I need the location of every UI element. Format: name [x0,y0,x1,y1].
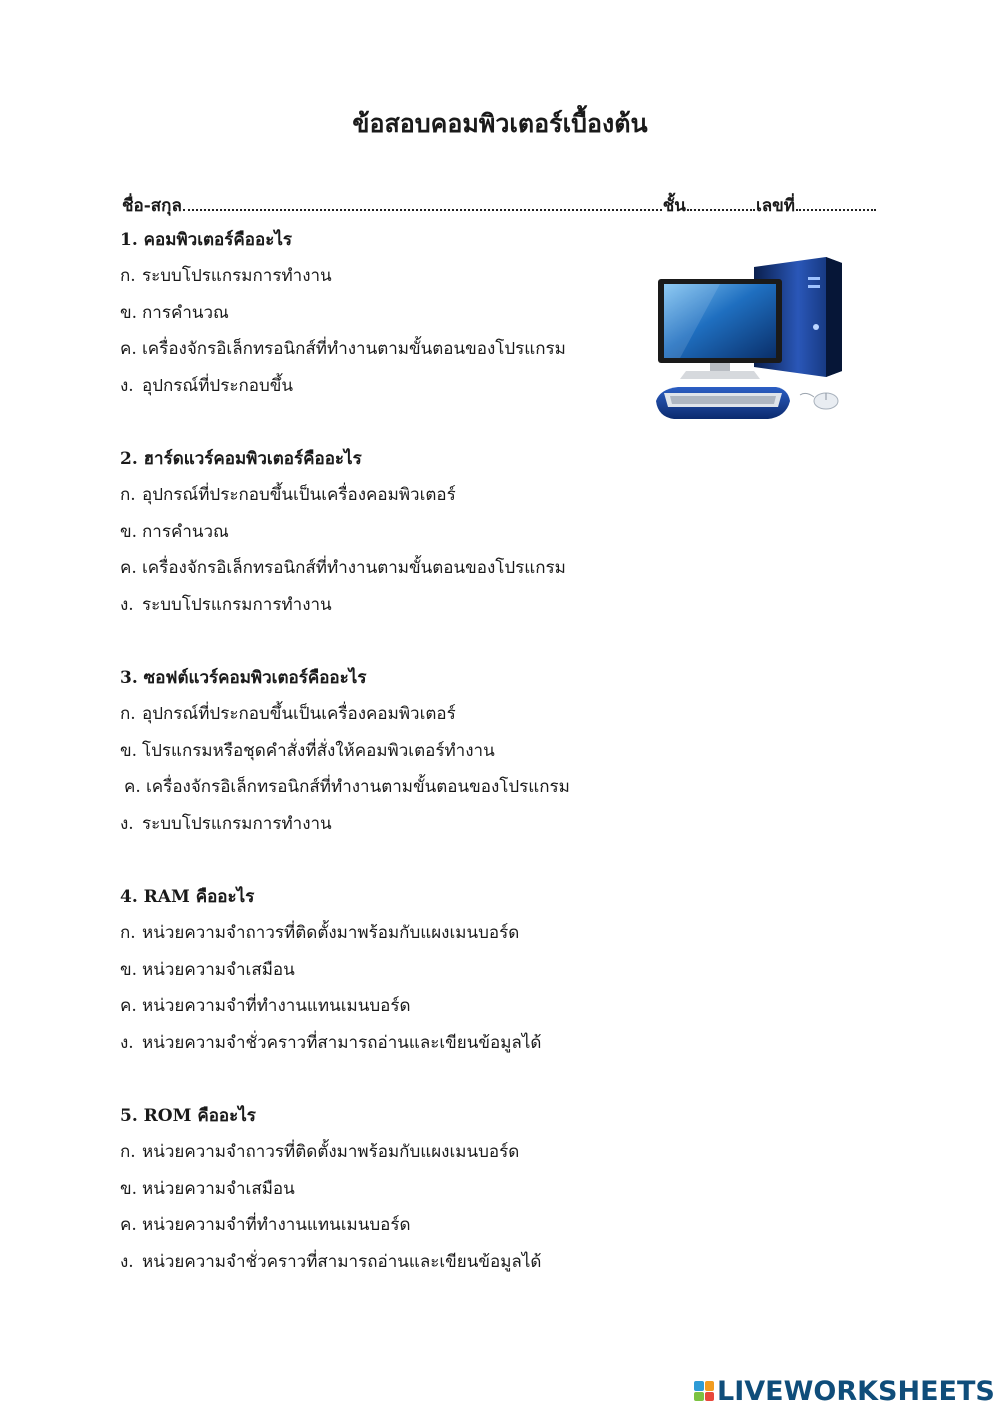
choice-a[interactable] [120,921,541,945]
choice-text: หน่วยความจำถาวรที่ติดตั้งมาพร้อมกับแผงเมนบอร์ด [142,923,520,943]
choice-mark: ข. [120,302,138,323]
choice-a[interactable] [120,1140,541,1164]
choice-a[interactable] [120,702,570,726]
choice-mark: ค. [124,777,141,797]
choice-mark: ข. [120,1178,138,1199]
choice-b[interactable] [120,739,570,763]
liveworksheets-logo [694,1376,995,1406]
name-blank[interactable] [183,197,662,211]
choice-mark: ข. [120,740,138,761]
choice-mark: ข. [120,959,138,980]
choice-text: หน่วยความจำที่ทำงานแทนเมนบอร์ด [142,1215,411,1235]
number-blank[interactable] [796,197,876,211]
question-title: 1. คอมพิวเตอร์คืออะไร [120,230,293,250]
choice-mark: ค. [120,996,137,1016]
question-title: 4. RAM คืออะไร [120,887,255,907]
student-info-line [122,192,877,219]
choice-b[interactable] [120,1177,541,1201]
choice-text: หน่วยความจำชั่วคราวที่สามารถอ่านและเขียนข้อมูลได้ [142,1032,542,1053]
choice-text: ระบบโปรแกรมการทำงาน [142,813,332,834]
name-label: ชื่อ-สกุล [122,196,182,216]
choice-a[interactable] [120,483,566,507]
choice-c[interactable] [120,775,570,799]
desktop-computer-icon [650,255,850,427]
choice-text: เครื่องจักรอิเล็กทรอนิกส์ที่ทำงานตามขั้นตอนของโปรแกรม [142,558,566,578]
choice-text: หน่วยความจำถาวรที่ติดตั้งมาพร้อมกับแผงเมนบอร์ด [142,1142,520,1162]
choice-mark: ก. [120,704,136,724]
question-1 [120,228,566,410]
question-5 [120,1104,541,1286]
choice-mark: ค. [120,339,137,359]
question-title: 3. ซอฟต์แวร์คอมพิวเตอร์คืออะไร [120,668,367,688]
choice-mark: ง. [120,1032,134,1053]
choice-d[interactable] [120,593,566,617]
number-label: เลขที่ [755,196,795,216]
choice-b[interactable] [120,520,566,544]
class-label: ชั้น [662,196,686,216]
choice-c[interactable] [120,337,566,361]
choice-text: อุปกรณ์ที่ประกอบขึ้นเป็นเครื่องคอมพิวเตอร์ [142,704,456,724]
question-2 [120,447,566,629]
choice-mark: ก. [120,266,136,286]
choice-mark: ก. [120,923,136,943]
choice-text: โปรแกรมหรือชุดคำสั่งที่สั่งให้คอมพิวเตอร์ทำงาน [142,740,495,761]
choice-text: อุปกรณ์ที่ประกอบขึ้น [142,375,293,396]
class-blank[interactable] [687,197,755,211]
choice-c[interactable] [120,556,566,580]
choice-b[interactable] [120,958,541,982]
logo-text: LIVEWORKSHEETS [717,1375,995,1407]
choice-mark: ง. [120,375,134,396]
choice-text: หน่วยความจำที่ทำงานแทนเมนบอร์ด [142,996,411,1016]
choice-d[interactable] [120,1250,541,1274]
choice-b[interactable] [120,301,566,325]
choice-c[interactable] [120,994,541,1018]
choice-mark: ง. [120,813,134,834]
logo-grid-icon [694,1381,714,1401]
choice-mark: ง. [120,594,134,615]
choice-text: การคำนวณ [142,302,229,323]
choice-d[interactable] [120,1031,541,1055]
choice-d[interactable] [120,374,566,398]
choice-text: หน่วยความจำชั่วคราวที่สามารถอ่านและเขียนข้อมูลได้ [142,1251,542,1272]
choice-mark: ก. [120,485,136,505]
choice-mark: ข. [120,521,138,542]
choice-text: เครื่องจักรอิเล็กทรอนิกส์ที่ทำงานตามขั้นตอนของโปรแกรม [142,339,566,359]
choice-text: การคำนวณ [142,521,229,542]
question-4 [120,885,541,1067]
question-3 [120,666,570,848]
choice-text: หน่วยความจำเสมือน [142,1178,295,1199]
choice-mark: ง. [120,1251,134,1272]
page-title: ข้อสอบคอมพิวเตอร์เบื้องต้น [352,109,648,138]
choice-text: ระบบโปรแกรมการทำงาน [142,594,332,615]
question-title: 2. ฮาร์ดแวร์คอมพิวเตอร์คืออะไร [120,449,362,469]
choice-c[interactable] [120,1213,541,1237]
choice-a[interactable] [120,264,566,288]
question-title: 5. ROM คืออะไร [120,1106,256,1126]
choice-text: หน่วยความจำเสมือน [142,959,295,980]
choice-text: อุปกรณ์ที่ประกอบขึ้นเป็นเครื่องคอมพิวเตอร์ [142,485,456,505]
choice-text: เครื่องจักรอิเล็กทรอนิกส์ที่ทำงานตามขั้นตอนของโปรแกรม [146,777,570,797]
choice-d[interactable] [120,812,570,836]
choice-mark: ค. [120,1215,137,1235]
choice-text: ระบบโปรแกรมการทำงาน [142,266,332,286]
choice-mark: ค. [120,558,137,578]
choice-mark: ก. [120,1142,136,1162]
